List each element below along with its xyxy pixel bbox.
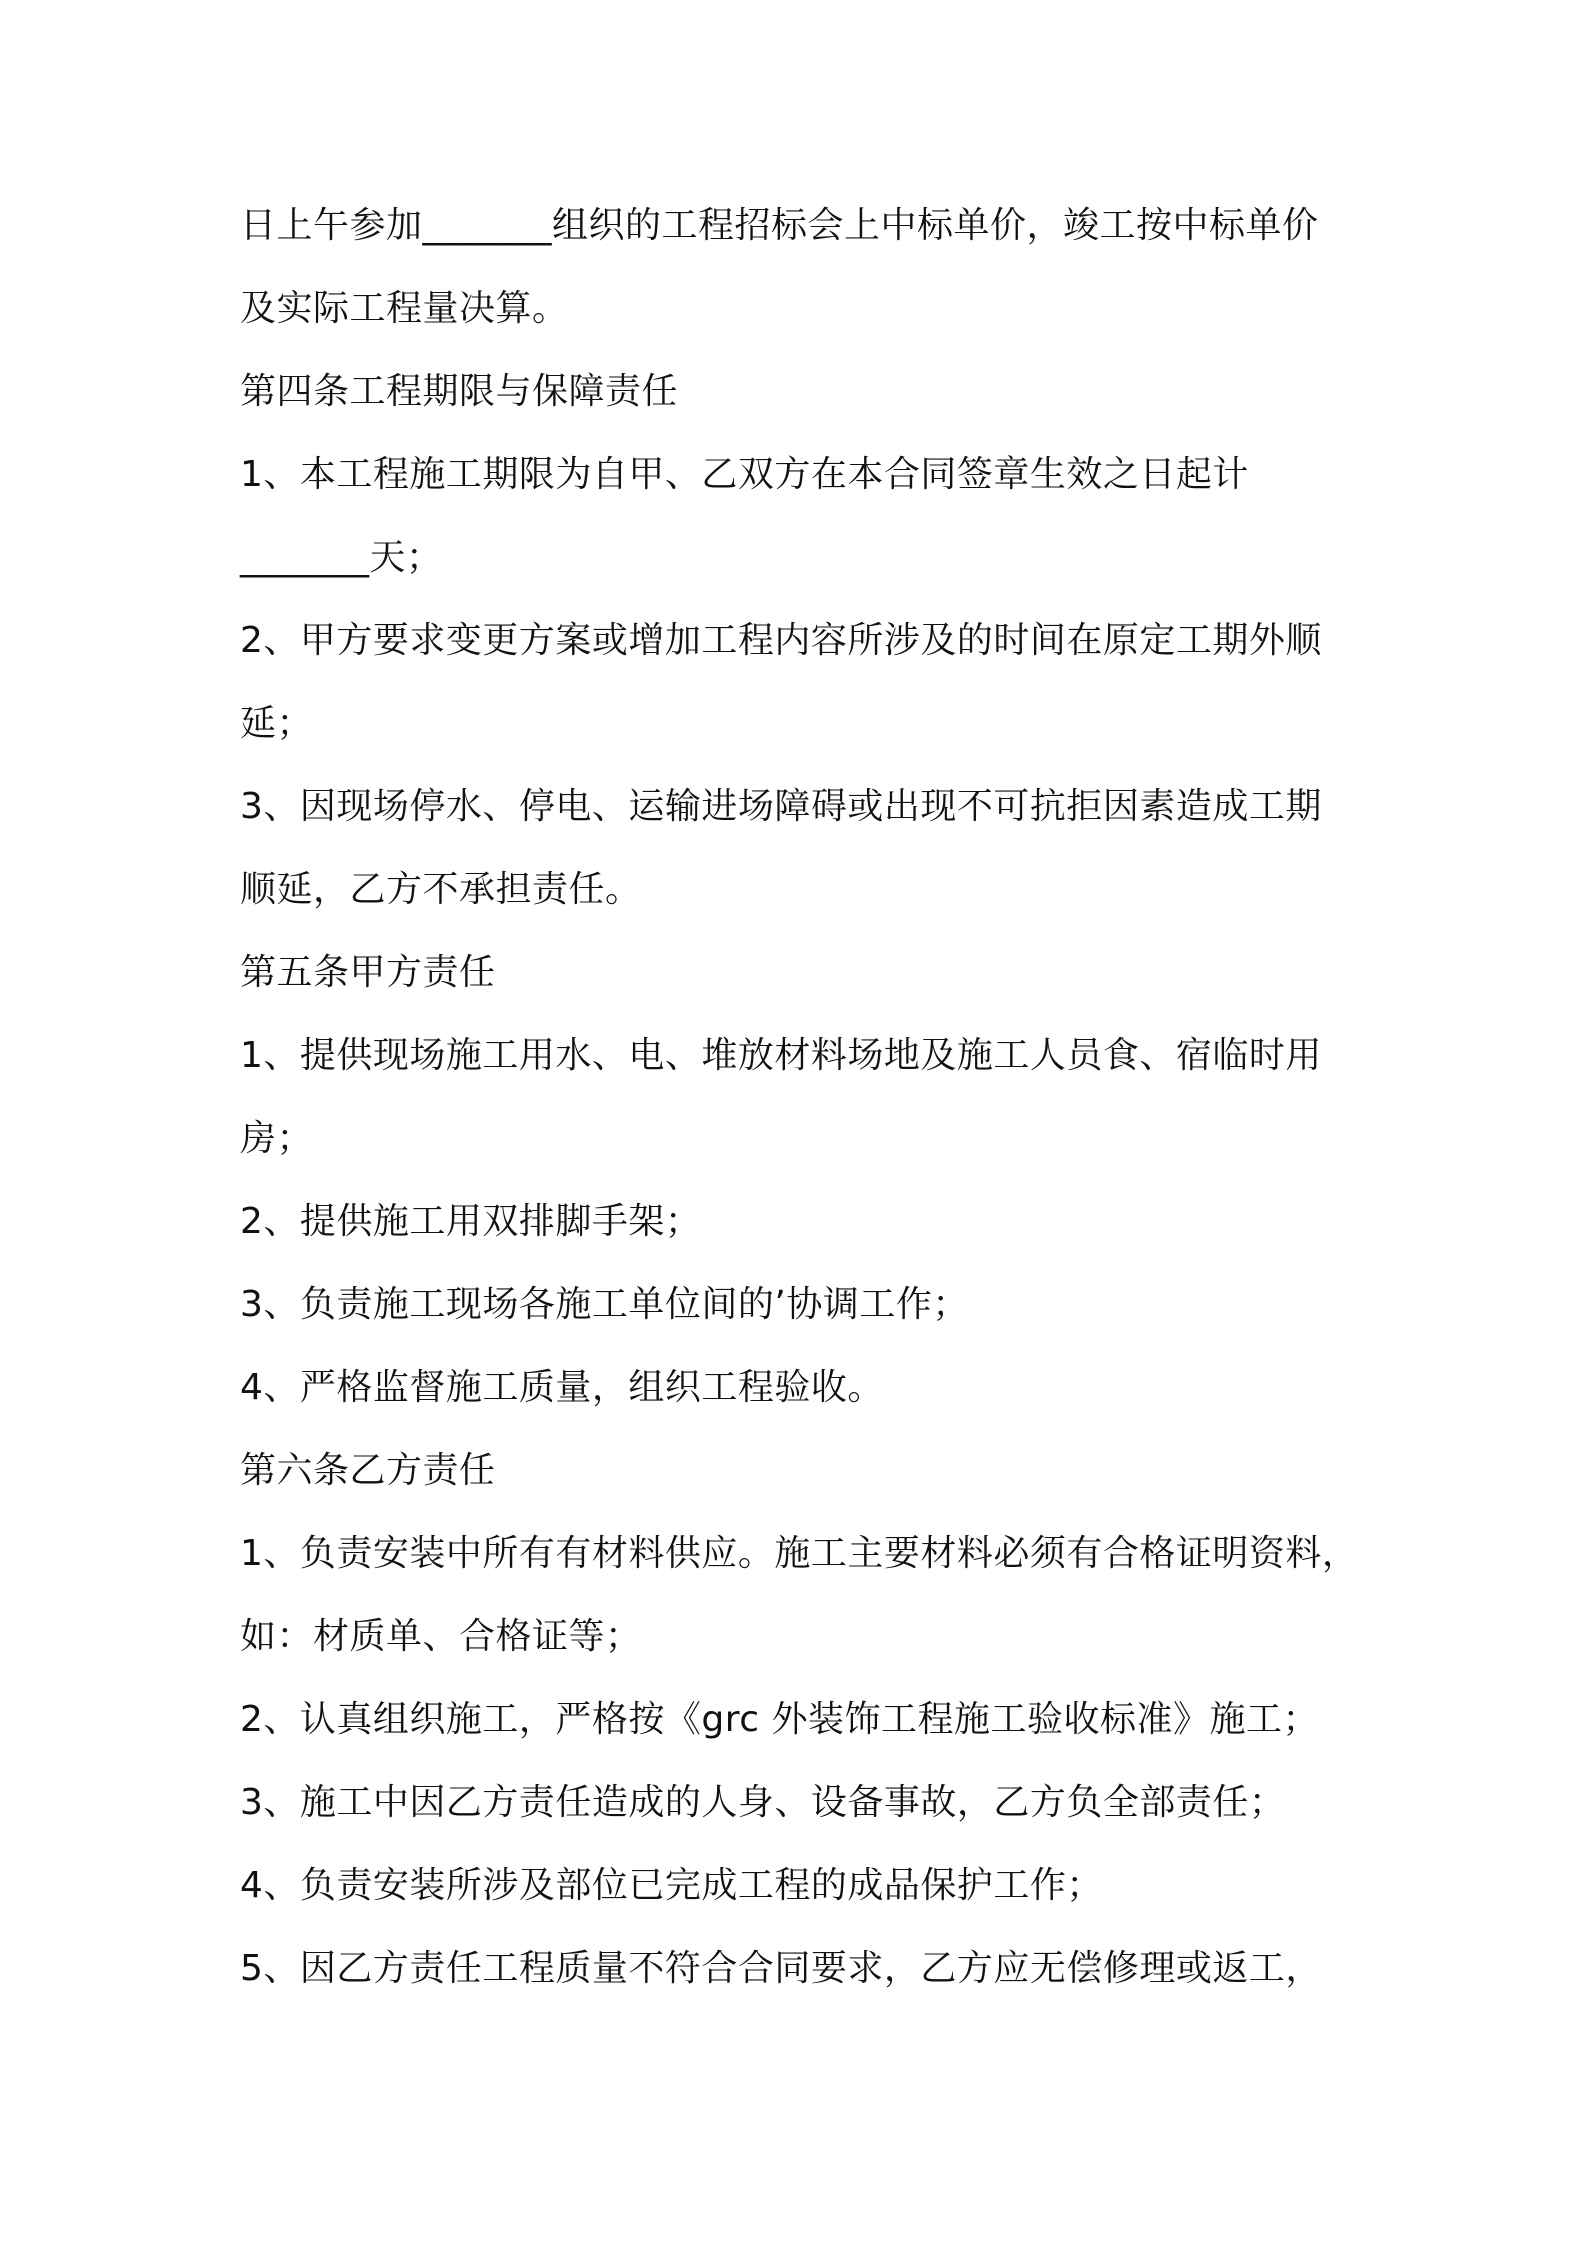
- text-line: 4、负责安装所涉及部位已完成工程的成品保护工作；: [240, 1865, 1103, 1906]
- text-line: 日上午参加_______组织的工程招标会上中标单价，竣工按中标单价: [240, 205, 1319, 246]
- section-heading: 第五条甲方责任: [240, 952, 496, 993]
- text-line: 延；: [240, 703, 314, 744]
- text-line: 如：材质单、合格证等；: [240, 1616, 642, 1657]
- section-heading: 第四条工程期限与保障责任: [240, 371, 679, 412]
- section-heading: 第六条乙方责任: [240, 1450, 496, 1491]
- text-line: 2、提供施工用双排脚手架；: [240, 1201, 702, 1242]
- text-line: 顺延，乙方不承担责任。: [240, 869, 642, 910]
- text-line: _______天；: [240, 537, 443, 578]
- text-line: 1、本工程施工期限为自甲、乙双方在本合同签章生效之日起计: [240, 454, 1249, 495]
- text-line: 2、甲方要求变更方案或增加工程内容所涉及的时间在原定工期外顺: [240, 620, 1322, 661]
- text-line: 5、因乙方责任工程质量不符合合同要求，乙方应无偿修理或返工，: [240, 1948, 1322, 1989]
- text-line: 2、认真组织施工，严格按《grc 外装饰工程施工验收标准》施工；: [240, 1699, 1320, 1740]
- text-line: 3、施工中因乙方责任造成的人身、设备事故，乙方负全部责任；: [240, 1782, 1286, 1823]
- text-line: 及实际工程量决算。: [240, 288, 569, 329]
- document-body: [240, 196, 1370, 2022]
- text-line: 3、因现场停水、停电、运输进场障碍或出现不可抗拒因素造成工期: [240, 786, 1322, 827]
- text-line: 1、提供现场施工用水、电、堆放材料场地及施工人员食、宿临时用: [240, 1035, 1322, 1076]
- text-line: 1、负责安装中所有有材料供应。施工主要材料必须有合格证明资料，: [240, 1533, 1359, 1574]
- text-line: 4、严格监督施工质量，组织工程验收。: [240, 1367, 884, 1408]
- text-line: 房；: [240, 1118, 314, 1159]
- text-line: 3、负责施工现场各施工单位间的’协调工作；: [240, 1284, 969, 1325]
